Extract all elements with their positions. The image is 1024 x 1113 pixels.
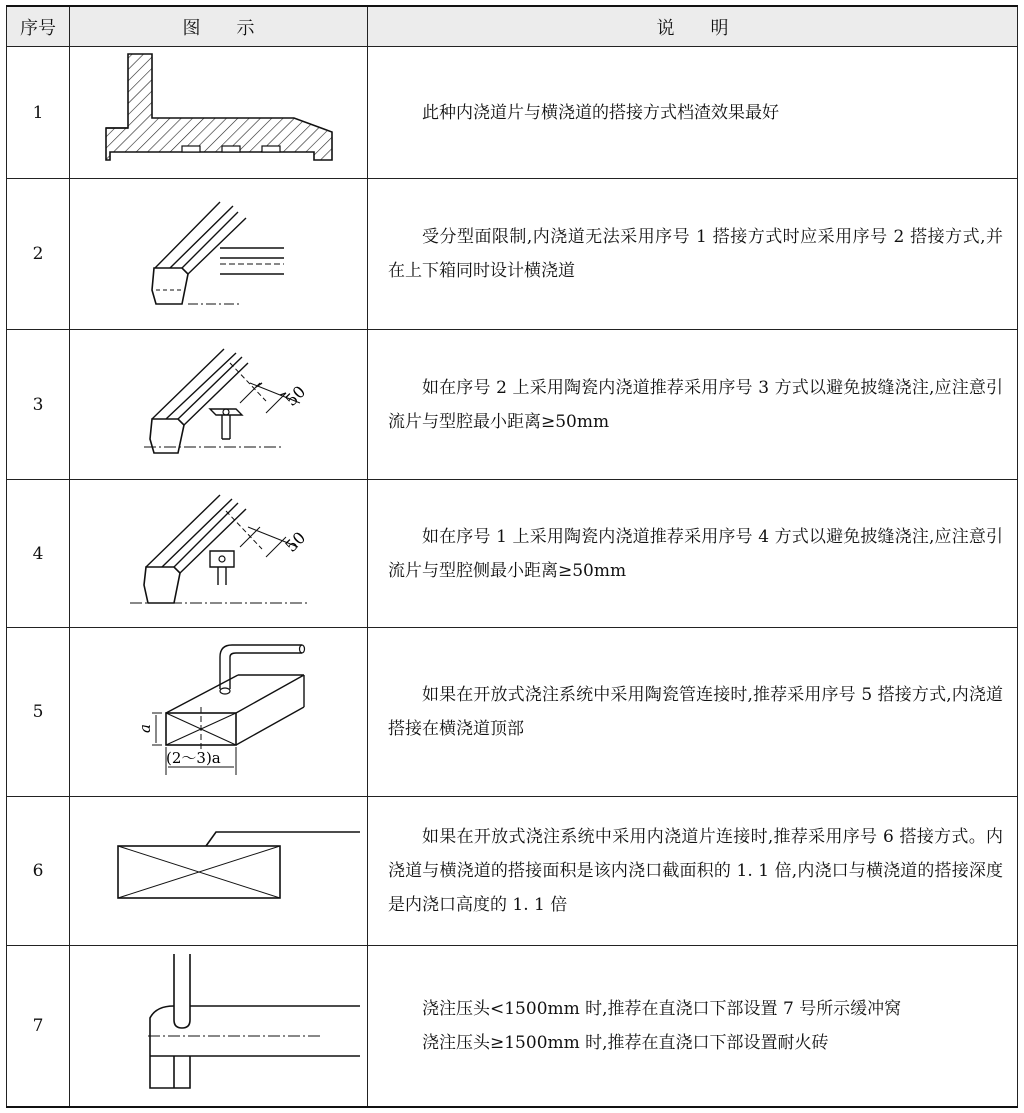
dimension-width-label: (2～3)a	[166, 748, 221, 767]
row-figure	[70, 480, 368, 628]
row-number: 2	[7, 179, 70, 330]
row-figure	[70, 179, 368, 330]
figure-1-drawing	[70, 48, 367, 178]
row-number: 3	[7, 330, 70, 480]
row-description: 如在序号 1 上采用陶瓷内浇道推荐采用序号 4 方式以避免披缝浇注,应注意引流片与型腔侧最小距离≥50mm	[368, 480, 1018, 628]
row-figure	[70, 797, 368, 946]
table-row	[7, 330, 1018, 480]
figure-6-drawing	[70, 798, 367, 945]
row-number: 1	[7, 47, 70, 179]
figure-4-drawing	[70, 481, 367, 627]
header-figure: 图 示	[70, 6, 368, 47]
row-description: 如果在开放式浇注系统中采用陶瓷管连接时,推荐采用序号 5 搭接方式,内浇道搭接在横浇道顶部	[368, 628, 1018, 797]
row-number: 7	[7, 946, 70, 1107]
row-description: 浇注压头<1500mm 时,推荐在直浇口下部设置 7 号所示缓冲窝 浇注压头≥1500mm 时,推荐在直浇口下部设置耐火砖	[368, 946, 1018, 1107]
row-description: 如果在开放式浇注系统中采用内浇道片连接时,推荐采用序号 6 搭接方式。内浇道与横浇道的搭接面积是该内浇口截面积的 1. 1 倍,内浇口与横浇道的搭接深度是内浇口高度的 1. 1 倍	[368, 797, 1018, 946]
dimension-label: 50	[281, 527, 310, 556]
row-description: 受分型面限制,内浇道无法采用序号 1 搭接方式时应采用序号 2 搭接方式,并在上下箱同时设计横浇道	[368, 179, 1018, 330]
header-desc: 说 明	[368, 6, 1018, 47]
row-description: 此种内浇道片与横浇道的搭接方式档渣效果最好	[368, 47, 1018, 179]
row-figure	[70, 330, 368, 480]
table-row	[7, 946, 1018, 1107]
table-row	[7, 47, 1018, 179]
table-row	[7, 179, 1018, 330]
figure-3-drawing	[70, 331, 367, 479]
table-header	[7, 6, 1018, 47]
row-number: 4	[7, 480, 70, 628]
row-number: 5	[7, 628, 70, 797]
figure-7-drawing	[70, 946, 367, 1105]
figure-5-drawing	[70, 629, 367, 796]
row-number: 6	[7, 797, 70, 946]
table-row	[7, 628, 1018, 797]
dimension-a-label: a	[136, 723, 154, 733]
figure-2-drawing	[70, 180, 367, 329]
dimension-label: 50	[281, 381, 310, 410]
gating-table	[6, 5, 1018, 1108]
header-no: 序号	[7, 6, 70, 47]
row-figure	[70, 47, 368, 179]
table-row	[7, 797, 1018, 946]
row-figure	[70, 946, 368, 1107]
row-description: 如在序号 2 上采用陶瓷内浇道推荐采用序号 3 方式以避免披缝浇注,应注意引流片与型腔最小距离≥50mm	[368, 330, 1018, 480]
row-figure	[70, 628, 368, 797]
table-row	[7, 480, 1018, 628]
